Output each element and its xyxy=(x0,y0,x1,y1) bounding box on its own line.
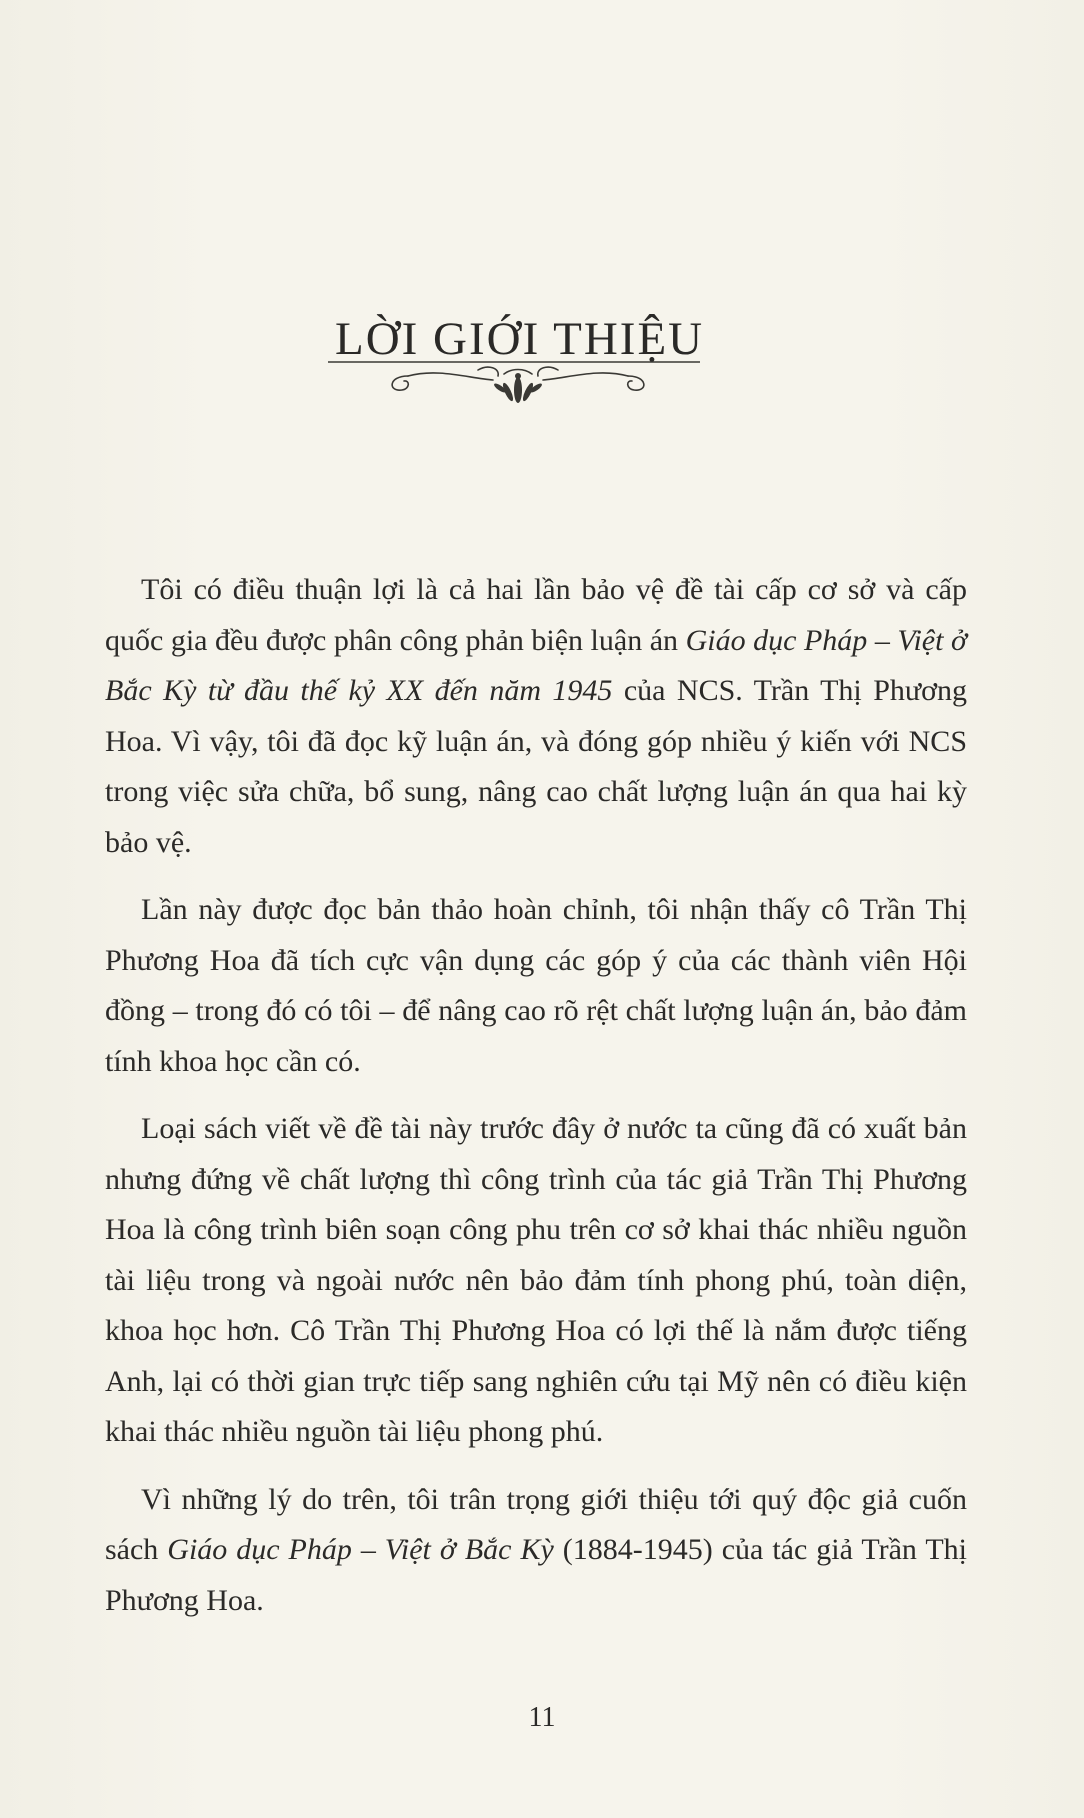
book-title-italic: Giáo dục Pháp – Việt ở Bắc Kỳ từ đầu thế kỷ XX đến năm 1945 xyxy=(105,623,967,707)
paragraph-text: Tôi có điều thuận lợi là cả hai lần bảo vệ đề tài cấp cơ sở và cấp quốc gia đều được phân công phản biện luận án xyxy=(105,573,967,657)
paragraph-text: (1884-1945) của tác giả Trần Thị Phương Hoa. xyxy=(105,1533,967,1617)
paragraph-text: Vì những lý do trên, tôi trân trọng giới thiệu tới quý độc giả cuốn sách xyxy=(105,1482,967,1566)
paragraph: Lần này được đọc bản thảo hoàn chỉnh, tôi nhận thấy cô Trần Thị Phương Hoa đã tích cực vận dụng các góp ý của các thành viên Hội đồng – trong đó có tôi – để nâng cao rõ rệt chất lượng luận án, bảo đảm tính khoa học cần có. xyxy=(105,893,967,1078)
paragraph-text: của NCS. Trần Thị Phương Hoa. Vì vậy, tôi đã đọc kỹ luận án, và đóng góp nhiều ý kiến với NCS trong việc sửa chữa, bổ sung, nâng cao chất lượng luận án qua hai kỳ bảo vệ. xyxy=(105,674,968,859)
paragraph xyxy=(105,565,967,868)
paragraph xyxy=(105,1475,967,1627)
page-number: 11 xyxy=(528,1702,556,1733)
page-title: LỜI GIỚI THIỆU xyxy=(335,313,705,365)
flourish-divider-icon xyxy=(328,358,708,413)
introduction-body xyxy=(105,565,967,1643)
book-title-italic: Giáo dục Pháp – Việt ở Bắc Kỳ xyxy=(167,1533,554,1566)
paragraph: Loại sách viết về đề tài này trước đây ở nước ta cũng đã có xuất bản nhưng đứng về chất lượng thì công trình của tác giả Trần Thị Phương Hoa là công trình biên soạn công phu trên cơ sở khai thác nhiều nguồn tài liệu trong và ngoài nước nên bảo đảm tính phong phú, toàn diện, khoa học hơn. Cô Trần Thị Phương Hoa có lợi thế là nắm được tiếng Anh, lại có thời gian trực tiếp sang nghiên cứu tại Mỹ nên có điều kiện khai thác nhiều nguồn tài liệu phong phú. xyxy=(105,1112,967,1448)
